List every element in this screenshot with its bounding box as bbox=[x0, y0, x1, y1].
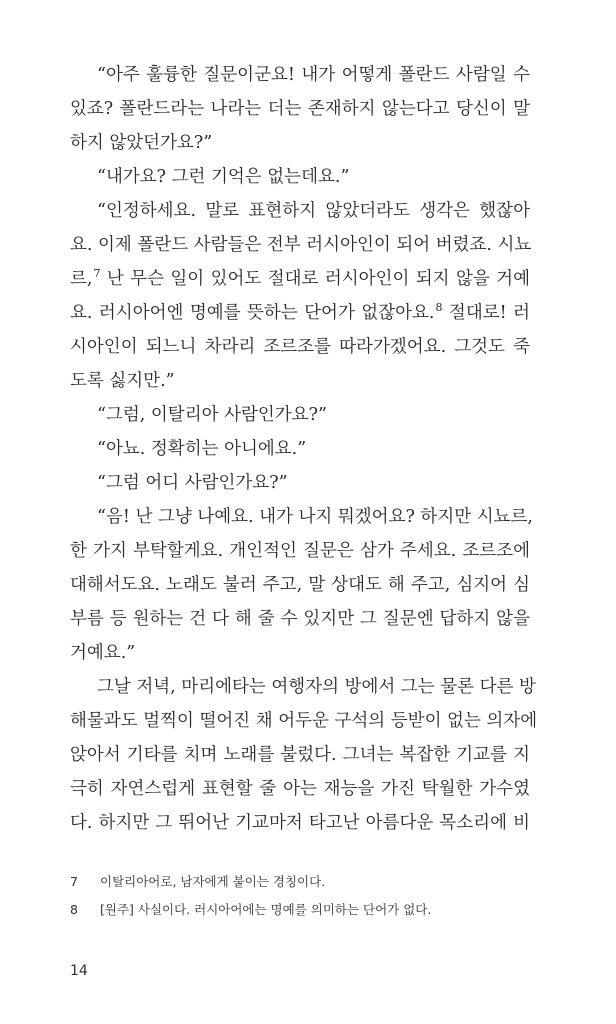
body-line: 앉아서 기타를 치며 노래를 불렀다. 그녀는 복잡한 기교를 지 bbox=[70, 745, 530, 765]
body-line bbox=[70, 296, 530, 330]
body-line: 대해서도요. 노래도 불러 주고, 말 상대도 해 주고, 심지어 심 bbox=[70, 575, 530, 595]
body-line: 있죠? 폴란드라는 나라는 더는 존재하지 않는다고 당신이 말 bbox=[70, 99, 530, 119]
footnote-ref-7[interactable]: 7 bbox=[93, 267, 101, 280]
body-line: “아주 훌륭한 질문이군요! 내가 어떻게 폴란드 사람일 수 bbox=[97, 65, 530, 85]
footnote-7 bbox=[70, 868, 540, 896]
footnote-8 bbox=[70, 896, 540, 924]
page-number: 14 bbox=[70, 963, 88, 979]
body-line: 극히 자연스럽게 표현할 줄 아는 재능을 가진 탁월한 가수였 bbox=[70, 779, 530, 799]
body-line: 부름 등 원하는 건 다 해 줄 수 있지만 그 질문엔 답하지 않을 bbox=[70, 609, 530, 629]
body-line: “그럼, 이탈리아 사람인가요?” bbox=[97, 405, 327, 425]
body-line-text: 르, bbox=[70, 269, 93, 289]
body-line: 다. 하지만 그 뛰어난 기교마저 타고난 아름다운 목소리에 비 bbox=[70, 813, 530, 833]
body-line: 시아인이 되느니 차라리 조르조를 따라가겠어요. 그것도 죽 bbox=[70, 337, 530, 357]
body-line: “음! 난 그냥 나예요. 내가 나지 뭐겠어요? 하지만 시뇨르, bbox=[97, 507, 533, 527]
body-line-text: 난 무슨 일이 있어도 절대로 러시아인이 되지 않을 거예 bbox=[100, 269, 530, 289]
body-line: 해물과도 멀찍이 떨어진 채 어두운 구석의 등받이 없는 의자에 bbox=[70, 711, 538, 731]
body-line-text: 절대로! 러 bbox=[442, 303, 530, 323]
footnote-text: 이탈리아어로, 남자에게 붙이는 경칭이다. bbox=[100, 874, 326, 889]
body-line: 도록 싫지만.” bbox=[70, 371, 175, 391]
footnotes bbox=[70, 868, 540, 924]
footnote-ref-8[interactable]: 8 bbox=[435, 301, 443, 314]
body-line: 한 가지 부탁할게요. 개인적인 질문은 삼가 주세요. 조르조에 bbox=[70, 541, 530, 561]
body-line: “내가요? 그런 기억은 없는데요.” bbox=[97, 167, 350, 187]
body-line: 그날 저녁, 마리에타는 여행자의 방에서 그는 물론 다른 방 bbox=[97, 677, 536, 697]
body-line: 거예요.” bbox=[70, 643, 136, 663]
footnote-number: 8 bbox=[70, 902, 78, 917]
body-line-text: 요. 러시아어엔 명예를 뜻하는 단어가 없잖아요. bbox=[70, 303, 435, 323]
body-line: “그럼 어디 사람인가요?” bbox=[97, 473, 288, 493]
body-line bbox=[70, 262, 530, 296]
body-text bbox=[70, 58, 538, 840]
body-line: 하지 않았던가요?” bbox=[70, 133, 213, 153]
body-line: 요. 이제 폴란드 사람들은 전부 러시아인이 되어 버렸죠. 시뇨 bbox=[70, 235, 532, 255]
footnote-text: [원주] 사실이다. 러시아어에는 명예를 의미하는 단어가 없다. bbox=[100, 902, 432, 917]
footnote-number: 7 bbox=[70, 874, 78, 889]
body-line: “아뇨. 정확히는 아니에요.” bbox=[97, 439, 307, 459]
body-line: “인정하세요. 말로 표현하지 않았더라도 생각은 했잖아 bbox=[97, 201, 530, 221]
